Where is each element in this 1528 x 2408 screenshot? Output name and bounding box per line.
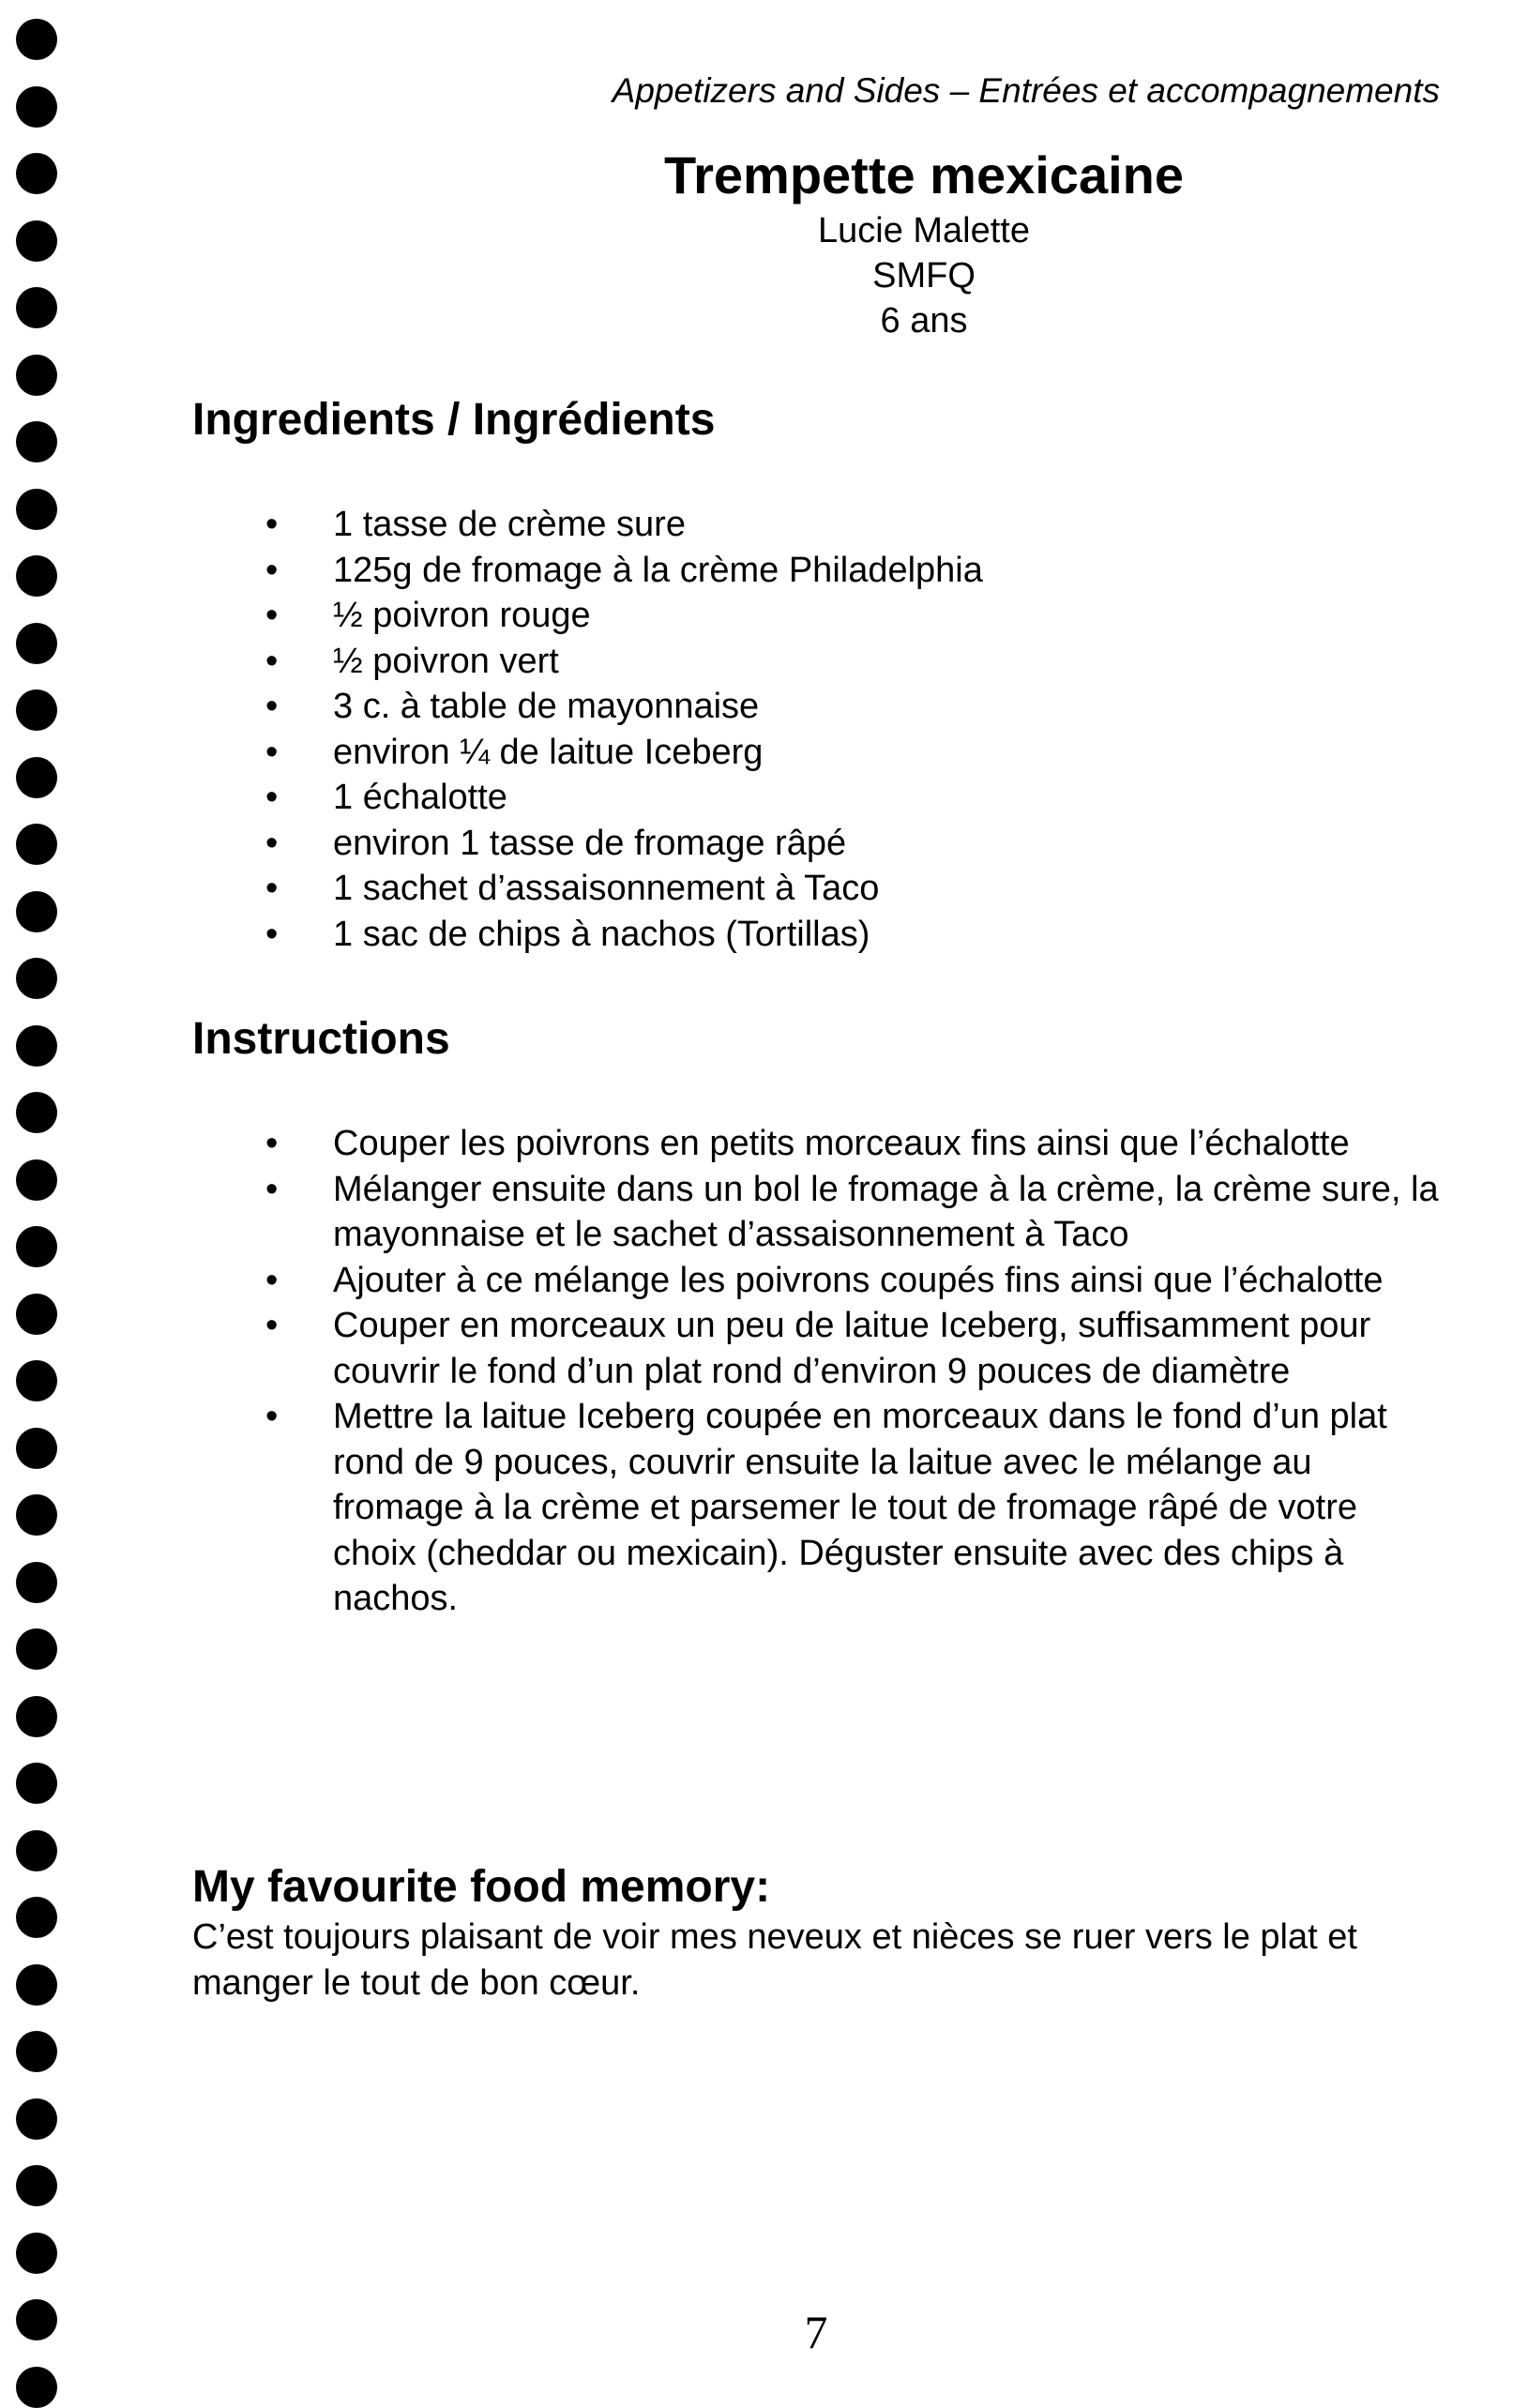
- instruction-step: • Couper les poivrons en petits morceaux fins ainsi que l’échalotte: [192, 1121, 1440, 1167]
- binding-hole: [16, 421, 57, 462]
- binding-hole: [16, 2031, 57, 2072]
- ingredients-heading: Ingredients / Ingrédients: [192, 395, 716, 445]
- binding-hole: [16, 1092, 57, 1133]
- instruction-step: • Mettre la laitue Iceberg coupée en morceaux dans le fond d’un plat rond de 9 pouces, couvrir ensuite la laitue avec le mélange au fromage à la crème et parsemer le tout de fromage râpé de votre choix (cheddar ou mexicain). Déguster ensuite avec des chips à nachos.: [192, 1394, 1440, 1622]
- binding-hole: [16, 489, 57, 530]
- binding-hole: [16, 2165, 57, 2206]
- binding-hole: [16, 1562, 57, 1603]
- recipe-organization: SMFQ: [872, 256, 976, 295]
- binding-hole: [16, 1494, 57, 1536]
- binding-hole: [16, 1628, 57, 1670]
- recipe-title: Trempette mexicaine: [663, 145, 1185, 204]
- binding-hole: [16, 824, 57, 865]
- binding-hole: [16, 355, 57, 396]
- binding-hole: [16, 153, 57, 194]
- memory-text: C’est toujours plaisant de voir mes neveux et nièces se ruer vers le plat et manger le tout de bon cœur.: [192, 1917, 1357, 2003]
- recipe-years: 6 ans: [880, 301, 968, 341]
- binding-hole: [16, 623, 57, 664]
- ingredient-item: • 1 échalotte: [192, 775, 1440, 821]
- instruction-step: • Couper en morceaux un peu de laitue Iceberg, suffisamment pour couvrir le fond d’un plat rond d’environ 9 pouces de diamètre: [192, 1303, 1440, 1394]
- page-number: 7: [804, 2306, 828, 2358]
- ingredient-item: • ½ poivron rouge: [192, 593, 1440, 639]
- binding-hole: [16, 1294, 57, 1335]
- binding-hole: [16, 1226, 57, 1267]
- binding-hole: [16, 1830, 57, 1871]
- instructions-heading: Instructions: [192, 1014, 450, 1064]
- binding-hole: [16, 689, 57, 731]
- binding-hole: [16, 287, 57, 328]
- binding-hole: [16, 2098, 57, 2140]
- ingredient-item: • ½ poivron vert: [192, 639, 1440, 685]
- binding-hole: [16, 1696, 57, 1737]
- instructions-list: [192, 1121, 1440, 1622]
- binding-hole: [16, 555, 57, 597]
- binding-hole: [16, 2299, 57, 2340]
- binding-hole: [16, 1025, 57, 1067]
- binding-hole: [16, 1964, 57, 2006]
- ingredient-item: • environ ¼ de laitue Iceberg: [192, 730, 1440, 776]
- ingredient-item: • 3 c. à table de mayonnaise: [192, 684, 1440, 730]
- ingredient-item: • 1 sac de chips à nachos (Tortillas): [192, 912, 1440, 958]
- ingredient-item: • 125g de fromage à la crème Philadelphia: [192, 548, 1440, 594]
- ingredients-list: [192, 502, 1440, 957]
- binding-hole: [16, 1763, 57, 1804]
- binding-hole: [16, 958, 57, 999]
- ingredient-item: • 1 tasse de crème sure: [192, 502, 1440, 548]
- binding-hole: [16, 19, 57, 60]
- section-header: Appetizers and Sides – Entrées et accompagnements: [612, 71, 1440, 110]
- ingredient-item: • 1 sachet d’assaisonnement à Taco: [192, 866, 1440, 912]
- binding-hole: [16, 1897, 57, 1938]
- recipe-author: Lucie Malette: [817, 211, 1030, 250]
- instruction-step: • Mélanger ensuite dans un bol le fromage à la crème, la crème sure, la mayonnaise et le sachet d’assaisonnement à Taco: [192, 1167, 1440, 1258]
- binding-hole: [16, 86, 57, 128]
- spiral-binding-holes: [0, 0, 75, 2396]
- instruction-step: • Ajouter à ce mélange les poivrons coupés fins ainsi que l’échalotte: [192, 1258, 1440, 1304]
- binding-hole: [16, 1428, 57, 1469]
- binding-hole: [16, 220, 57, 262]
- binding-hole: [16, 1159, 57, 1201]
- binding-hole: [16, 2367, 57, 2408]
- binding-hole: [16, 1360, 57, 1401]
- binding-hole: [16, 891, 57, 932]
- recipe-title-block: [455, 143, 1393, 343]
- ingredient-item: • environ 1 tasse de fromage râpé: [192, 821, 1440, 867]
- binding-hole: [16, 757, 57, 798]
- binding-hole: [16, 2233, 57, 2274]
- memory-heading: My favourite food memory:: [192, 1862, 771, 1912]
